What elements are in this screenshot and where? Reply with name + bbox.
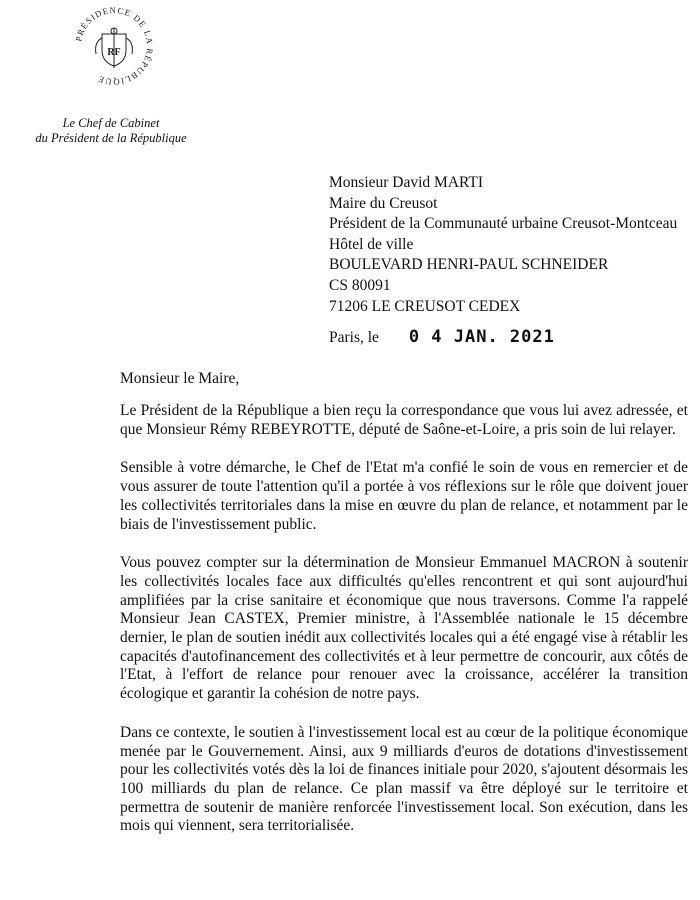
presidency-seal <box>72 4 156 88</box>
recipient-role-2: Président de la Communauté urbaine Creusot-Montceau <box>329 215 678 233</box>
recipient-address <box>329 173 677 317</box>
date-place: Paris, le <box>329 329 379 346</box>
body-paragraph: Le Président de la République a bien reçu la correspondance que vous lui avez adressée, et que Monsieur Rémy REBEYROTTE, député de Saône-et-Loire, a pris soin de lui relayer. <box>120 402 688 438</box>
letter-body <box>120 402 688 856</box>
date-stamp: 0 4 JAN. 2021 <box>408 327 555 347</box>
recipient-role: Maire du Creusot <box>329 194 438 212</box>
sender-block <box>0 116 222 146</box>
sender-title: Le Chef de Cabinet <box>62 116 160 130</box>
body-paragraph: Dans ce contexte, le soutien à l'investissement local est au cœur de la politique économique menée par le Gouvernement. Ainsi, aux 9 milliards d'euros de dotations d'investissement pour les collectivités votés dès la loi de finances initiale pour 2020, s'ajoutent désormais les 100 milliards du plan de relance. Ce plan massif va être déployé sur le territoire et permettra de soutenir de manière renforcée l'investissement local. Son exécution, dans les mois qui viennent, sera territorialisée. <box>120 723 688 835</box>
recipient-city: 71206 LE CREUSOT CEDEX <box>329 297 521 315</box>
sender-office: du Président de la République <box>35 131 187 145</box>
seal-monogram: RF <box>107 47 121 58</box>
recipient-postbox: CS 80091 <box>329 276 391 294</box>
recipient-street: BOULEVARD HENRI-PAUL SCHNEIDER <box>329 256 609 274</box>
salutation: Monsieur le Maire, <box>120 370 240 387</box>
recipient-name: Monsieur David MARTI <box>329 174 484 191</box>
body-paragraph: Sensible à votre démarche, le Chef de l'Etat m'a confié le soin de vous en remercier et de vous assurer de toute l'attention qu'il a portée à vos réflexions sur le rôle que doivent jouer les collectivités territoriales dans la mise en œuvre du plan de relance, et notamment par le biais de l'investissement public. <box>120 459 688 533</box>
body-paragraph: Vous pouvez compter sur la détermination de Monsieur Emmanuel MACRON à soutenir les collectivités locales face aux difficultés qu'elles rencontrent et qui sont aujourd'hui amplifiées par la crise sanitaire et économique que nous traversons. Comme l'a rappelé Monsieur Jean CASTEX, Premier ministre, à l'Assemblée nationale le 15 décembre dernier, le plan de soutien inédit aux collectivités locales qui a été engagé vise à rétablir les capacités d'autofinancement des collectivités et à leur permettre de concourir, aux côtés de l'Etat, à l'effort de relance pour renouer avec la croissance, accélérer la transition écologique et garantir la cohésion de notre pays. <box>120 554 688 703</box>
seal-emblem-icon <box>72 4 156 88</box>
date-line <box>329 327 555 347</box>
seal-ring-text: PRÉSIDENCE DE LA RÉPUBLIQUE <box>73 4 156 88</box>
recipient-building: Hôtel de ville <box>329 235 414 253</box>
